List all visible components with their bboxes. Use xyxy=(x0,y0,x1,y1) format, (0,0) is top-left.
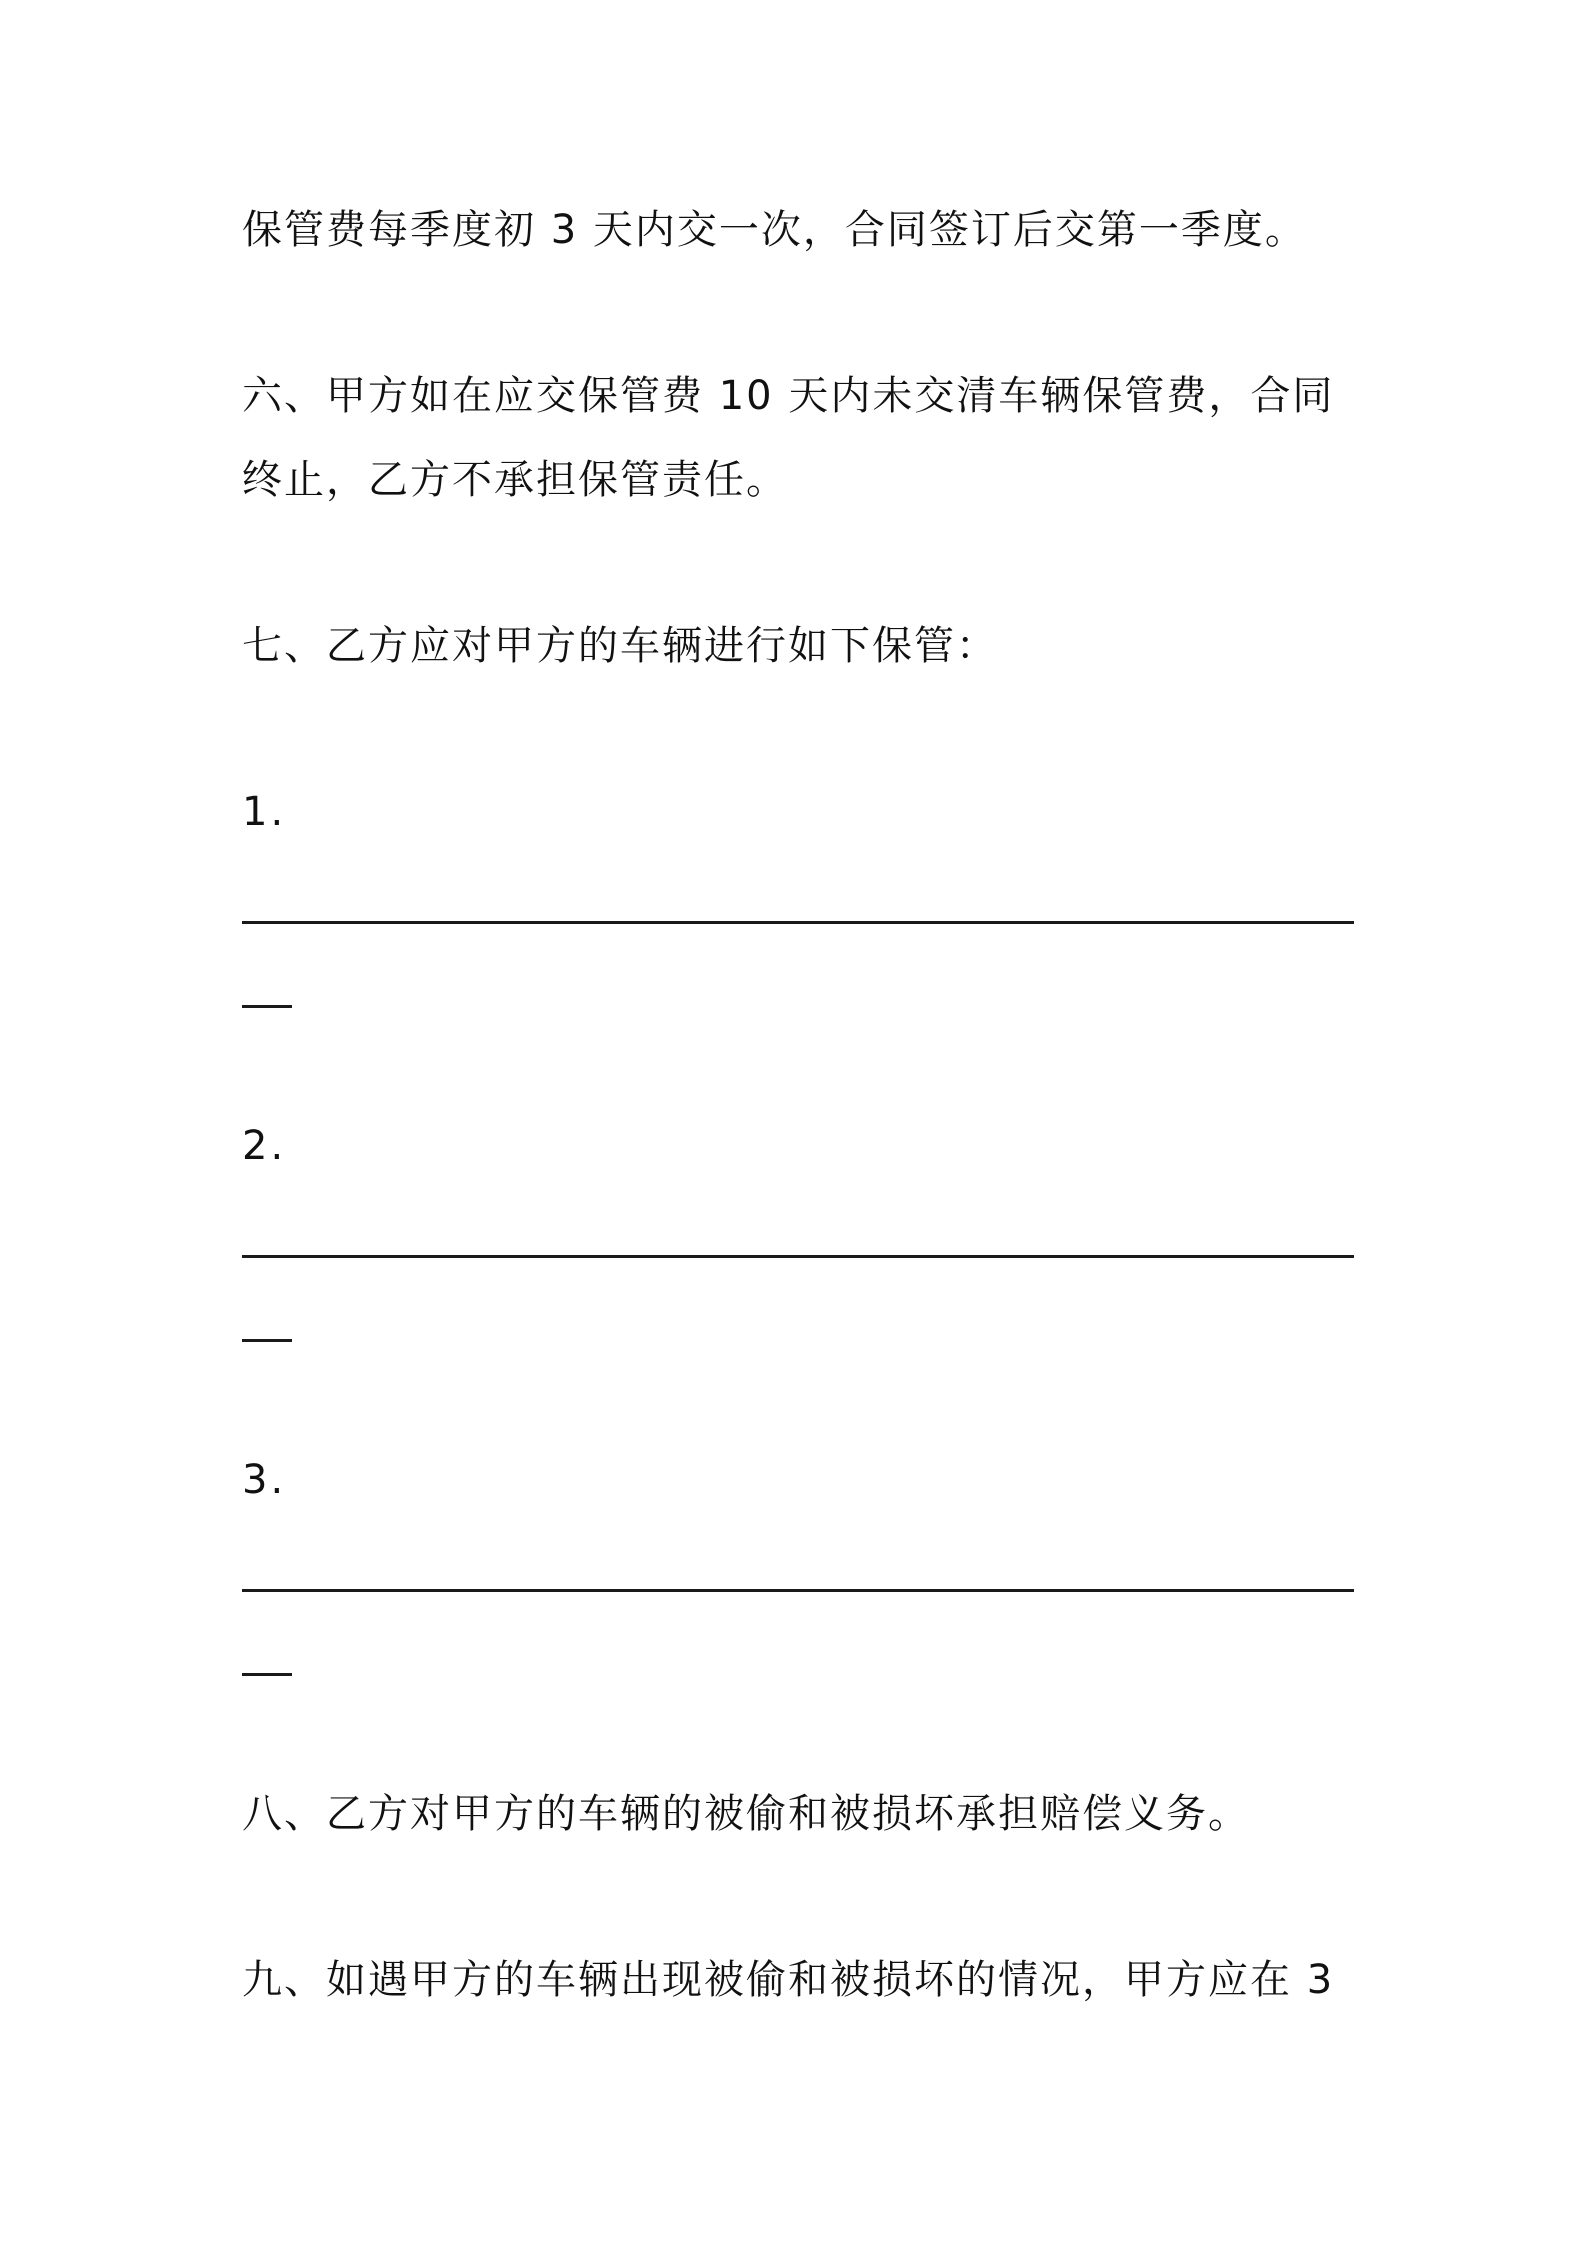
clause-eight: 八、乙方对甲方的车辆的被偷和被损坏承担赔偿义务。 xyxy=(242,1791,1250,1837)
clause-six-line-2: 终止，乙方不承担保管责任。 xyxy=(242,457,788,503)
list-item-1-blank-line xyxy=(242,921,1354,924)
list-item-3-blank-line-continued xyxy=(242,1673,292,1676)
list-item-2-number: 2. xyxy=(242,1123,287,1169)
list-item-1-number: 1. xyxy=(242,789,287,835)
paragraph-storage-fee-schedule: 保管费每季度初 3 天内交一次，合同签订后交第一季度。 xyxy=(242,207,1307,253)
clause-nine-line-1: 九、如遇甲方的车辆出现被偷和被损坏的情况，甲方应在 3 xyxy=(242,1957,1335,2003)
clause-seven: 七、乙方应对甲方的车辆进行如下保管： xyxy=(242,623,998,669)
list-item-2-blank-line-continued xyxy=(242,1339,292,1342)
list-item-3-number: 3. xyxy=(242,1457,287,1503)
list-item-3-blank-line xyxy=(242,1589,1354,1592)
clause-six-line-1: 六、甲方如在应交保管费 10 天内未交清车辆保管费，合同 xyxy=(242,373,1335,419)
list-item-2-blank-line xyxy=(242,1255,1354,1258)
list-item-1-blank-line-continued xyxy=(242,1005,292,1008)
